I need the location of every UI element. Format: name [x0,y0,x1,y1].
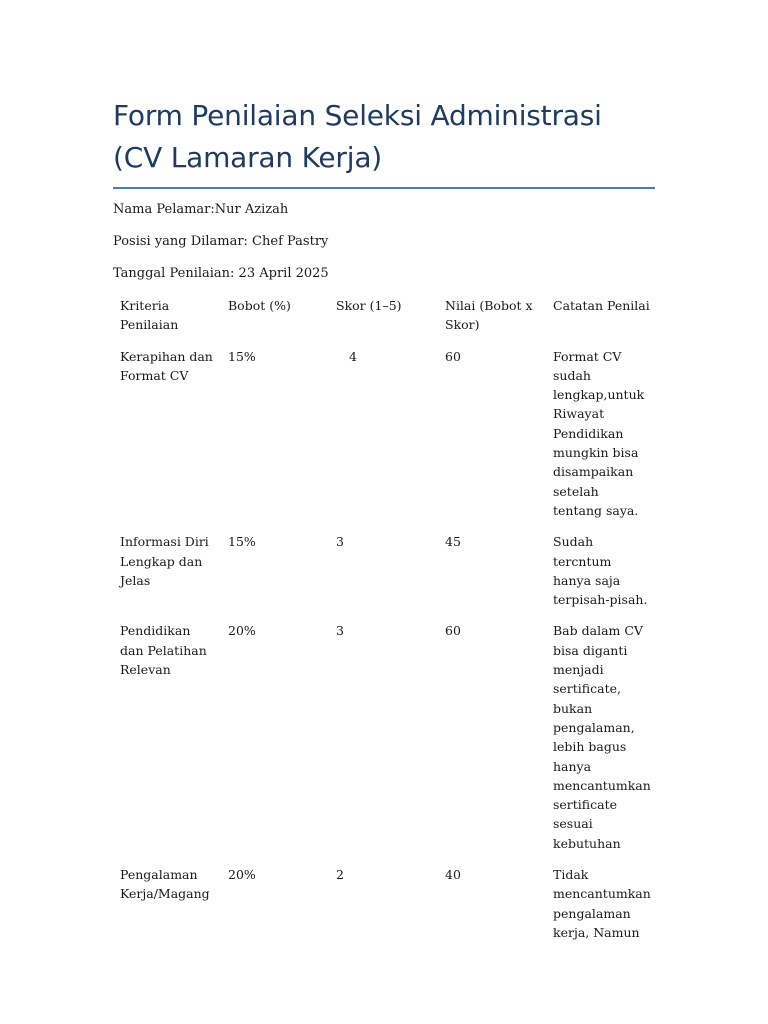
table-row [113,865,658,954]
cell-value: 60 [445,348,461,364]
title-underline [113,187,655,189]
header-value: Nilai (Bobot x Skor) [445,298,533,333]
table-header-row [113,296,658,347]
document-title: Form Penilaian Seleksi Administrasi (CV Lamaran Kerja) [113,99,602,174]
header-weight: Bobot (%) [228,298,291,313]
cell-value: 45 [445,534,461,550]
cell-notes: Format CV sudah lengkap,untuk Riwayat Pendidikan mungkin bisa disampaikan setelah tentang saya. [553,348,645,518]
cell-criteria: Pengalaman Kerja/Magang [120,867,210,902]
cell-notes: Bab dalam CV bisa diganti menjadi sertificate, bukan pengalaman, lebih bagus hanya mencantumkan sertificate sesuai kebutuhan [553,623,651,851]
cell-weight: 15% [228,534,256,550]
cell-weight: 20% [228,623,256,639]
cell-score: 2 [336,867,344,883]
table-row [113,532,658,621]
cell-value: 60 [445,623,461,639]
cell-notes: Tidak mencantumkan pengalaman kerja, Namun [553,867,651,940]
applicant-name: Nama Pelamar:Nur Azizah [113,202,289,217]
cell-criteria: Kerapihan dan Format CV [120,348,213,383]
cell-score: 3 [336,623,344,639]
cell-criteria: Pendidikan dan Pelatihan Relevan [120,623,207,678]
assessment-table [113,296,658,954]
header-notes: Catatan Penilai [553,298,650,313]
cell-score: 4 [349,348,357,364]
cell-notes: Sudah tercntum hanya saja terpisah-pisah. [553,534,648,608]
document-page [113,95,655,940]
position-applied: Posisi yang Dilamar: Chef Pastry [113,234,329,249]
cell-criteria: Informasi Diri Lengkap dan Jelas [120,534,209,588]
table-row [113,621,658,865]
assessment-date: Tanggal Penilaian: 23 April 2025 [113,266,329,281]
header-score: Skor (1–5) [336,298,402,313]
cell-value: 40 [445,867,461,883]
cell-score: 3 [336,534,344,550]
cell-weight: 15% [228,348,256,364]
header-criteria: Kriteria Penilaian [120,298,179,333]
cell-weight: 20% [228,867,256,883]
table-row [113,347,658,533]
